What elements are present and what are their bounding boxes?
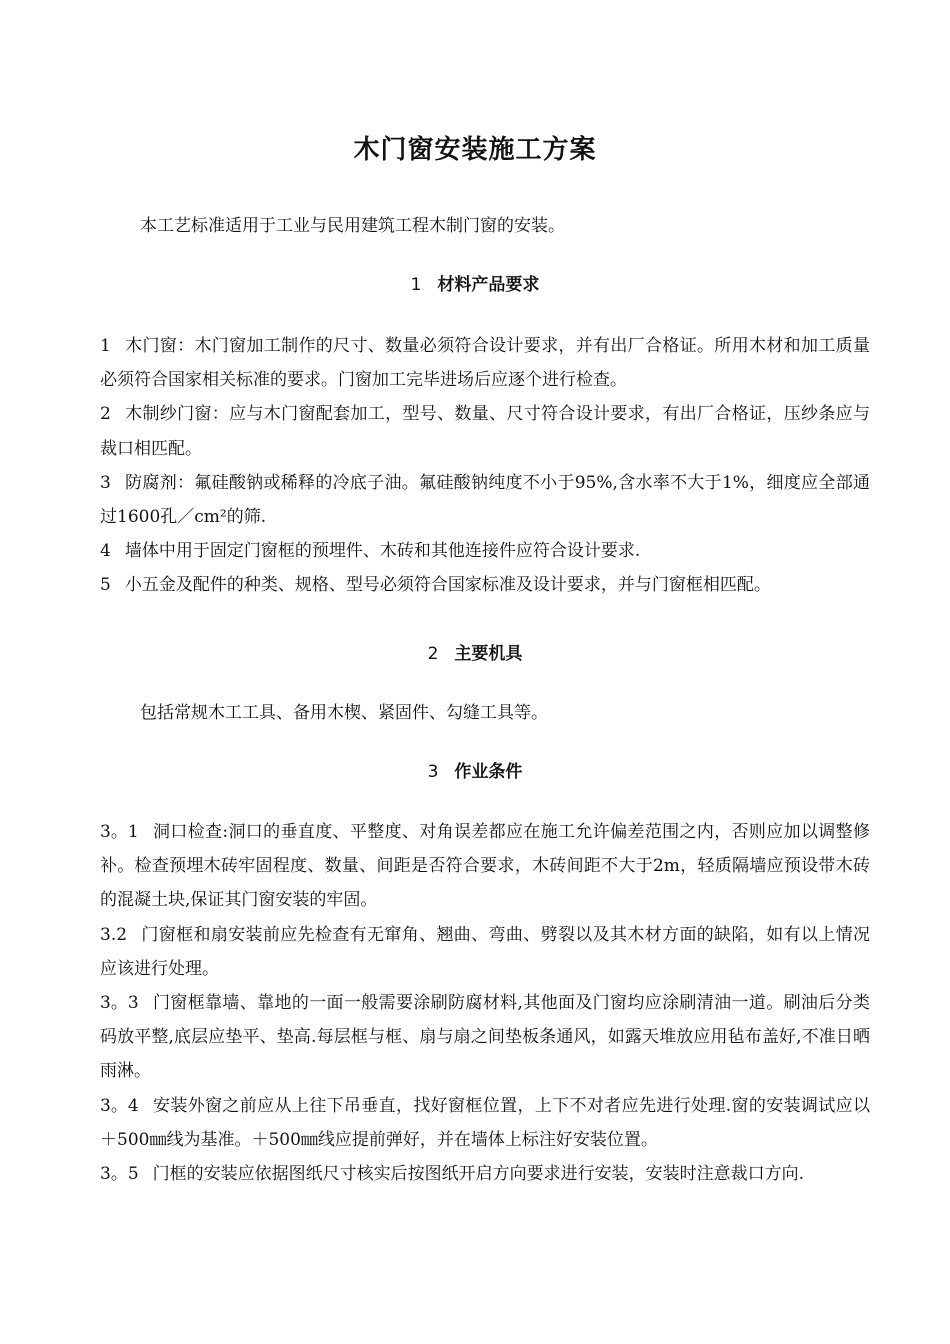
list-item (100, 466, 870, 534)
section-2-body: 包括常规木工工具、备用木楔、紧固件、勾缝工具等。 (140, 703, 548, 723)
item-number: 3.2 (100, 924, 128, 945)
list-item (100, 815, 870, 918)
section-1-list (100, 329, 870, 603)
section-3-list (100, 815, 870, 1191)
item-text: 墙体中用于固定门窗框的预埋件、木砖和其他连接件应符合设计要求. (124, 541, 641, 562)
item-text: 门窗框和扇安装前应先检查有无窜角、翘曲、弯曲、劈裂以及其木材方面的缺陷，如有以上情况应该进行处理。 (100, 924, 870, 979)
list-item (100, 568, 870, 602)
section-title: 主要机具 (454, 644, 523, 664)
item-number: 2 (100, 404, 111, 425)
item-text: 小五金及配件的种类、规格、型号必须符合国家标准及设计要求，并与门窗框相匹配。 (124, 575, 771, 596)
page-title: 木门窗安装施工方案 (353, 135, 597, 165)
list-item (100, 1089, 870, 1157)
item-text: 木制纱门窗：应与木门窗配套加工，型号、数量、尺寸符合设计要求，有出厂合格证，压纱条应与裁口相匹配。 (100, 404, 870, 459)
item-number: 3。4 (100, 1095, 139, 1116)
list-item (100, 1157, 870, 1191)
section-number: 3 (427, 762, 439, 782)
list-item (100, 918, 870, 986)
list-item (100, 534, 870, 568)
list-item (100, 397, 870, 465)
section-number: 1 (410, 275, 422, 295)
item-text: 木门窗：木门窗加工制作的尺寸、数量必须符合设计要求，并有出厂合格证。所用木材和加工质量必须符合国家相关标准的要求。门窗加工完毕进场后应逐个进行检查。 (100, 336, 870, 391)
section-title: 材料产品要求 (437, 275, 540, 295)
item-number: 3。1 (100, 822, 139, 842)
section-heading-3 (0, 756, 950, 788)
item-text: 洞口检查:洞口的垂直度、平整度、对角误差都应在施工允许偏差范围之内，否则应加以调整修补。检查预埋木砖牢固程度、数量、间距是否符合要求，木砖间距不大于2m，轻质隔墙应预设带木砖的混凝土块,保证其门窗安装的牢固。 (100, 822, 870, 911)
item-number: 4 (100, 541, 111, 562)
item-number: 3。5 (100, 1164, 139, 1185)
item-number: 1 (100, 336, 111, 356)
item-number: 3。3 (100, 993, 139, 1014)
item-text: 安装外窗之前应从上往下吊垂直，找好窗框位置，上下不对者应先进行处理.窗的安装调试应以＋500㎜线为基准。＋500㎜线应提前弹好，并在墙体上标注好安装位置。 (100, 1095, 870, 1150)
item-text: 防腐剂：氟硅酸钠或稀释的冷底子油。氟硅酸钠纯度不小于95%,含水率不大于1%，细度应全部通过1600孔／cm²的筛. (100, 472, 870, 528)
list-item (100, 329, 870, 397)
section-heading-2 (0, 638, 950, 670)
item-text: 门框的安装应依据图纸尺寸核实后按图纸开启方向要求进行安装，安装时注意裁口方向. (152, 1164, 805, 1185)
section-number: 2 (427, 644, 439, 664)
section-title: 作业条件 (454, 762, 523, 782)
item-text: 门窗框靠墙、靠地的一面一般需要涂刷防腐材料,其他面及门窗均应涂刷清油一道。刷油后分类码放平整,底层应垫平、垫高.每层框与框、扇与扇之间垫板条通风，如露天堆放应用毡布盖好,不准日晒雨淋。 (100, 993, 870, 1082)
section-heading-1 (0, 269, 950, 301)
item-number: 3 (100, 472, 111, 493)
intro-paragraph: 本工艺标准适用于工业与民用建筑工程木制门窗的安装。 (140, 216, 565, 236)
list-item (100, 986, 870, 1089)
item-number: 5 (100, 575, 111, 596)
